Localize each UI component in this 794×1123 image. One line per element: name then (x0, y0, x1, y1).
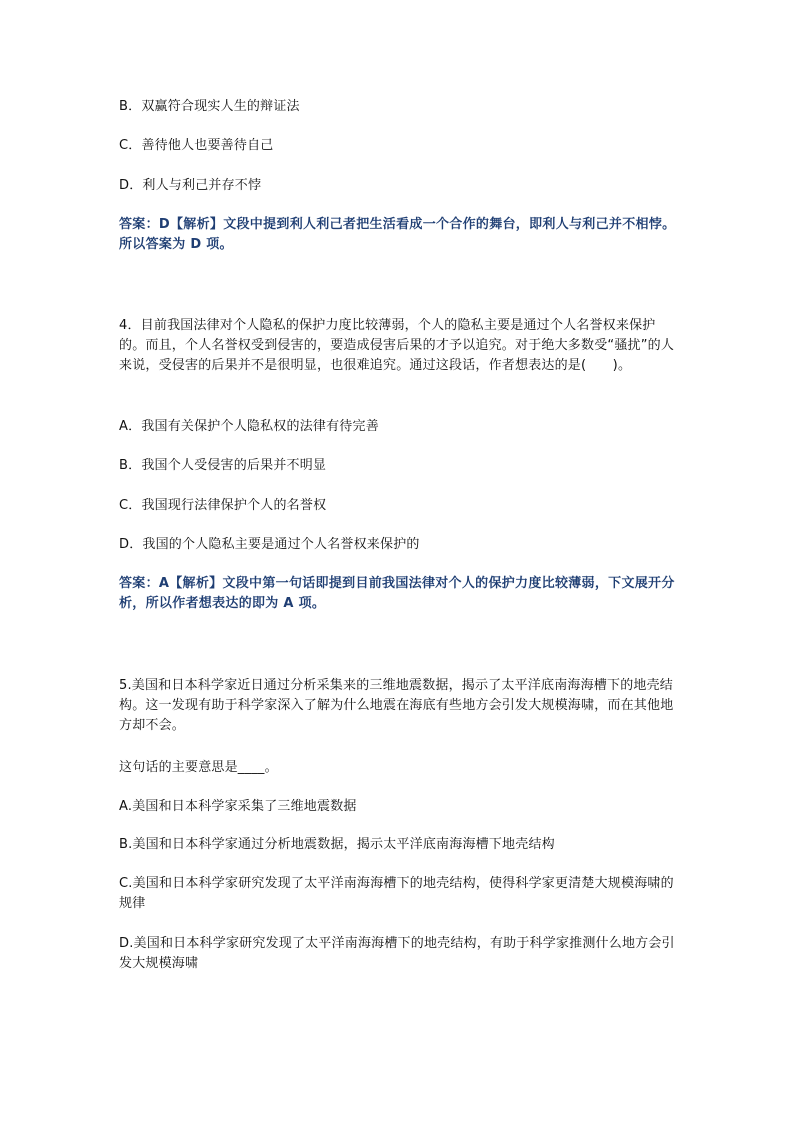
q3-answer: 答案：D【解析】文段中提到利人利己者把生活看成一个合作的舞台，即利人与利己并不相悖。所以答案为 D 项。 (119, 217, 676, 252)
q5-option-a: A.美国和日本科学家采集了三维地震数据 (119, 799, 357, 814)
q4-stem: 4．目前我国法律对个人隐私的保护力度比较薄弱，个人的隐私主要是通过个人名誉权来保护的。而且，个人名誉权受到侵害的，要造成侵害后果的才予以追究。对于绝大多数受“骚扰”的人来说，受侵害的后果并不是很明显，也很难追究。通过这段话，作者想表达的是( )。 (119, 318, 675, 373)
q5-question: 这句话的主要意思是____。 (119, 760, 278, 775)
q5-stem: 5.美国和日本科学家近日通过分析采集来的三维地震数据，揭示了太平洋底南海海槽下的地壳结构。这一发现有助于科学家深入了解为什么地震在海底有些地方会引发大规模海啸，而在其他地方却不会。 (119, 678, 674, 733)
q5-option-c: C.美国和日本科学家研究发现了太平洋南海海槽下的地壳结构，使得科学家更清楚大规模海啸的规律 (119, 876, 674, 911)
q4-option-d: D．我国的个人隐私主要是通过个人名誉权来保护的 (119, 537, 420, 552)
q4-option-a: A．我国有关保护个人隐私权的法律有待完善 (119, 419, 379, 434)
q4-option-b: B．我国个人受侵害的后果并不明显 (119, 458, 327, 473)
q3-option-b: B．双赢符合现实人生的辩证法 (119, 99, 300, 114)
q4-answer: 答案：A【解析】文段中第一句话即提到目前我国法律对个人的保护力度比较薄弱，下文展开分析，所以作者想表达的即为 A 项。 (119, 576, 675, 611)
q4-option-c: C．我国现行法律保护个人的名誉权 (119, 498, 327, 513)
q5-option-d: D.美国和日本科学家研究发现了太平洋南海海槽下的地壳结构，有助于科学家推测什么地方会引发大规模海啸 (119, 936, 675, 971)
q5-option-b: B.美国和日本科学家通过分析地震数据，揭示太平洋底南海海槽下地壳结构 (119, 837, 555, 852)
q3-option-d: D．利人与利己并存不悖 (119, 178, 262, 193)
q3-option-c: C．善待他人也要善待自己 (119, 138, 274, 153)
